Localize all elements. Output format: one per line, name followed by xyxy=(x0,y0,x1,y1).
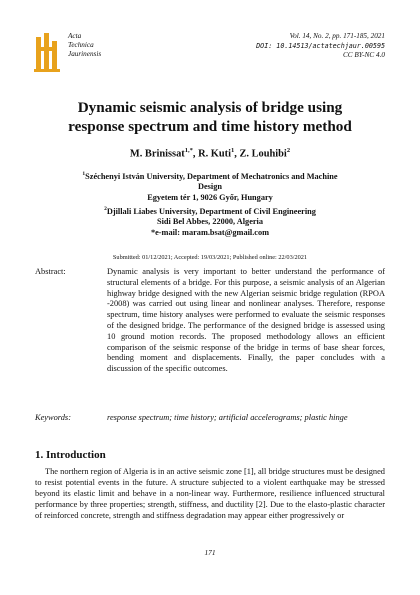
affiliation-2-address: Sidi Bel Abbes, 22000, Algeria xyxy=(156,216,264,226)
author-list xyxy=(30,147,390,159)
affiliation-2-marker: 2 xyxy=(104,205,107,212)
affiliation-1-text: Széchenyi István University, Department of Mechatronics and Machine xyxy=(85,171,338,181)
volume-info: Vol. 14, No. 2, pp. 171-185, 2021 xyxy=(289,32,385,40)
abstract-label: Abstract: xyxy=(35,267,66,276)
abstract-text: Dynamic analysis is very important to better understand the performance of structural elements of a bridge. For this purpose, a seismic analysis of an Algerian highway bridge designed with the new Algerian seismic bridge regulation (RPOA -2008) was carried out using linear and nonlinear analyses. Therefore, response spectrum, time history analyses were performed to evaluate the seismic responses of the designed bridge. The performance of the designed bridge is assessed using 10 ground motion records. The proposed methodology allows an efficient comparison of the seismic response of the bridge in terms of base shear forces, bending moment and displacements. Finally, the paper concludes with a discussion of the specific outcomes. xyxy=(107,267,385,374)
author-2-affil: 1 xyxy=(231,147,235,154)
journal-name-line-2: Technica xyxy=(68,41,94,50)
article-meta xyxy=(256,32,385,61)
journal-logo xyxy=(34,31,62,75)
journal-name xyxy=(68,32,101,60)
logo-mark xyxy=(34,33,60,72)
section-heading-introduction: 1. Introduction xyxy=(35,449,106,461)
introduction-paragraph: The northern region of Algeria is in an active seismic zone [1], all bridge structures must be designed to resist potential events in the future. A structure subjected to a violent earthquake may be stressed beyond its elastic limit and behave in a non-linear way. Furthermore, resilience influenced structural performance by three properties; strength, stiffness, and ductility [2]. Due to the elasto-plastic character of reinforced concrete, strength and stiffness degradation may appear either progressively or xyxy=(35,467,385,520)
author-1-affil: 1,* xyxy=(184,147,193,154)
author-3-affil: 2 xyxy=(286,147,291,154)
author-2: R. Kuti xyxy=(198,148,231,160)
keywords-text: response spectrum; time history; artificial accelerograms; plastic hinge xyxy=(107,413,348,422)
corresponding-email[interactable]: *e-mail: maram.bsat@gmail.com xyxy=(150,227,270,237)
title-line-1: Dynamic seismic analysis of bridge using xyxy=(77,99,343,116)
author-separator: , xyxy=(192,148,199,160)
affiliation-1-address: Egyetem tér 1, 9026 Győr, Hungary xyxy=(147,192,273,202)
license-info: CC BY-NC 4.0 xyxy=(342,51,385,59)
author-separator: , xyxy=(234,148,240,160)
doi-link[interactable]: DOI: 10.14513/actatechjaur.00595 xyxy=(256,41,385,50)
submission-dates: Submitted: 01/12/2021; Accepted: 19/03/2021; Published online: 22/03/2021 xyxy=(112,254,308,261)
page-number: 171 xyxy=(204,548,216,557)
affiliation-1-line-1 xyxy=(40,169,380,182)
affiliation-2-line-1 xyxy=(40,204,380,217)
journal-name-line-1: Acta xyxy=(68,32,82,40)
keywords-label: Keywords: xyxy=(35,413,71,422)
journal-name-line-3: Jaurinensis xyxy=(68,50,102,59)
paper-title xyxy=(30,98,390,136)
affiliation-2-text: Djillali Liabes University, Department of Civil Engineering xyxy=(106,206,316,216)
affiliation-1-marker: 1 xyxy=(82,171,86,177)
author-1: M. Brinissat xyxy=(129,148,185,160)
affiliations xyxy=(40,169,380,238)
affiliation-1-line-2: Design xyxy=(198,182,222,192)
author-3: Z. Louhibi xyxy=(239,148,287,160)
title-line-2: response spectrum and time history method xyxy=(68,118,352,135)
